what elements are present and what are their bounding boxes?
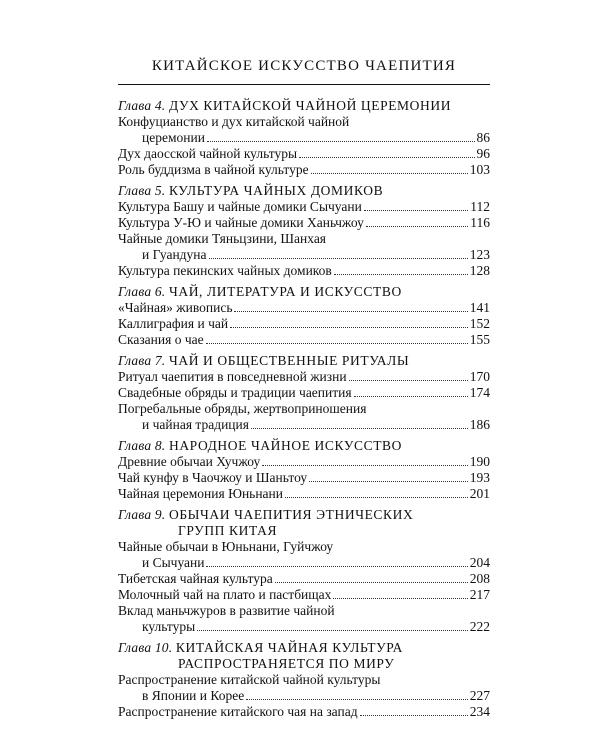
dot-leader	[366, 226, 468, 227]
dot-leader	[309, 481, 468, 482]
toc-entry-text: Культура У-Ю и чайные домики Ханьчжоу	[118, 215, 364, 230]
toc-entry-text: Распространение китайской чайной культуры	[118, 672, 381, 687]
dot-leader	[207, 141, 475, 142]
toc-entry[interactable]	[118, 704, 490, 720]
toc-chapter	[118, 353, 490, 433]
page-number: 155	[469, 332, 490, 347]
toc-entry[interactable]	[118, 369, 490, 385]
dot-leader	[246, 699, 468, 700]
toc-entry[interactable]	[118, 539, 490, 571]
toc-entry[interactable]	[118, 401, 490, 433]
running-header: КИТАЙСКОЕ ИСКУССТВО ЧАЕПИТИЯ	[151, 58, 457, 74]
page-number: 190	[469, 454, 490, 469]
chapter-title: КИТАЙСКАЯ ЧАЙНАЯ КУЛЬТУРА	[175, 640, 404, 655]
page-number: 193	[469, 470, 490, 485]
page-number: 201	[469, 486, 490, 501]
page-number: 208	[469, 571, 490, 586]
toc-entry-text: Распространение китайского чая на запад	[118, 704, 358, 719]
toc-entry[interactable]	[118, 300, 490, 316]
toc-entry-text: Культура пекинских чайных домиков	[118, 263, 332, 278]
toc-chapter	[118, 640, 490, 720]
toc-entry-text: «Чайная» живопись	[118, 300, 233, 315]
toc-entry[interactable]	[118, 114, 490, 146]
page-number: 141	[469, 300, 490, 315]
toc-entry-text: Дух даосской чайной культуры	[118, 146, 298, 161]
page-number: 234	[469, 704, 490, 719]
toc-chapter	[118, 507, 490, 635]
dot-leader	[333, 598, 467, 599]
toc-entry[interactable]	[118, 162, 490, 178]
page-number: 96	[476, 146, 490, 161]
chapter-title: ОБЫЧАИ ЧАЕПИТИЯ ЭТНИЧЕСКИХ	[168, 507, 414, 522]
toc-chapter	[118, 183, 490, 279]
chapter-number: Глава 6.	[118, 284, 166, 299]
toc-entry-text: Чайные обычаи в Юньнани, Гуйчжоу	[118, 539, 334, 554]
chapter-number: Глава 10.	[118, 640, 173, 655]
chapter-heading	[118, 507, 490, 523]
page-number: 152	[469, 316, 490, 331]
toc-entry-text: Культура Башу и чайные домики Сычуани	[118, 199, 362, 214]
chapter-number: Глава 7.	[118, 353, 166, 368]
dot-leader	[262, 465, 467, 466]
toc-entry[interactable]	[118, 385, 490, 401]
dot-leader	[364, 210, 468, 211]
toc-entry-text: и Сычуани	[142, 555, 205, 570]
toc-entry[interactable]	[118, 587, 490, 603]
dot-leader	[209, 258, 468, 259]
page-number: 222	[469, 619, 490, 634]
dot-leader	[275, 582, 468, 583]
toc-chapter	[118, 284, 490, 348]
chapter-heading	[118, 438, 490, 454]
toc-entry-text: церемонии	[142, 130, 205, 145]
chapter-heading	[118, 640, 490, 656]
toc-entry[interactable]	[118, 486, 490, 502]
page-number: 128	[469, 263, 490, 278]
chapter-title: РАСПРОСТРАНЯЕТСЯ ПО МИРУ	[178, 656, 395, 671]
chapter-number: Глава 4.	[118, 98, 166, 113]
toc-entry-text: Конфуцианство и дух китайской чайной	[118, 114, 350, 129]
chapter-title: ДУХ КИТАЙСКОЙ ЧАЙНОЙ ЦЕРЕМОНИИ	[168, 98, 452, 113]
toc-entry-text: Каллиграфия и чай	[118, 316, 229, 331]
page-number: 170	[469, 369, 490, 384]
chapter-number: Глава 5.	[118, 183, 166, 198]
chapter-number: Глава 8.	[118, 438, 166, 453]
chapter-title: ГРУПП КИТАЯ	[178, 523, 278, 538]
chapter-heading	[118, 523, 490, 539]
dot-leader	[251, 428, 468, 429]
dot-leader	[360, 715, 468, 716]
toc-entry[interactable]	[118, 316, 490, 332]
dot-leader	[285, 497, 468, 498]
toc-entry-text: Вклад маньчжуров в развитие чайной	[118, 603, 335, 618]
page-number: 112	[470, 199, 490, 214]
page-number: 86	[476, 130, 490, 145]
chapter-heading	[118, 353, 490, 369]
chapter-heading	[118, 98, 490, 114]
toc-entry[interactable]	[118, 215, 490, 231]
toc-entry-text: и Гуандуна	[142, 247, 207, 262]
toc-entry-text: культуры	[142, 619, 196, 634]
toc-entry[interactable]	[118, 470, 490, 486]
toc-entry-text: Тибетская чайная культура	[118, 571, 273, 586]
chapter-title: ЧАЙ, ЛИТЕРАТУРА И ИСКУССТВО	[168, 284, 402, 299]
page-number: 123	[469, 247, 490, 262]
toc-chapter	[118, 98, 490, 178]
toc-entry-text: Свадебные обряды и традиции чаепития	[118, 385, 352, 400]
dot-leader	[334, 274, 468, 275]
page-number: 204	[469, 555, 490, 570]
toc-entry-text: Чайная церемония Юньнани	[118, 486, 283, 501]
table-of-contents	[118, 98, 490, 725]
dot-leader	[206, 343, 468, 344]
dot-leader	[197, 630, 468, 631]
toc-entry-text: Чай кунфу в Чаочжоу и Шаньтоу	[118, 470, 308, 485]
toc-entry[interactable]	[118, 672, 490, 704]
page-number: 186	[469, 417, 490, 432]
toc-entry-text: Молочный чай на плато и пастбищах	[118, 587, 332, 602]
chapter-heading	[118, 284, 490, 300]
dot-leader	[354, 396, 468, 397]
chapter-number: Глава 9.	[118, 507, 166, 522]
toc-entry[interactable]	[118, 571, 490, 587]
dot-leader	[311, 173, 468, 174]
toc-entry[interactable]	[118, 146, 490, 162]
toc-entry-text: Погребальные обряды, жертвоприношения	[118, 401, 367, 416]
chapter-title: НАРОДНОЕ ЧАЙНОЕ ИСКУССТВО	[168, 438, 402, 453]
chapter-heading	[118, 656, 490, 672]
toc-entry-text: Ритуал чаепития в повседневной жизни	[118, 369, 347, 384]
page-number: 116	[470, 215, 490, 230]
toc-entry[interactable]	[118, 199, 490, 215]
page-number: 217	[469, 587, 490, 602]
header-rule	[118, 84, 490, 85]
toc-entry[interactable]	[118, 231, 490, 263]
toc-chapter	[118, 438, 490, 502]
toc-entry-text: в Японии и Корее	[142, 688, 245, 703]
page-number: 103	[469, 162, 490, 177]
dot-leader	[234, 311, 467, 312]
toc-entry[interactable]	[118, 454, 490, 470]
page-number: 227	[469, 688, 490, 703]
dot-leader	[230, 327, 468, 328]
dot-leader	[299, 157, 474, 158]
toc-entry[interactable]	[118, 263, 490, 279]
toc-entry-text: и чайная традиция	[142, 417, 249, 432]
toc-entry-text: Роль буддизма в чайной культуре	[118, 162, 309, 177]
chapter-heading	[118, 183, 490, 199]
page-number: 174	[469, 385, 490, 400]
toc-entry[interactable]	[118, 332, 490, 348]
toc-entry[interactable]	[118, 603, 490, 635]
chapter-title: ЧАЙ И ОБЩЕСТВЕННЫЕ РИТУАЛЫ	[168, 353, 410, 368]
dot-leader	[349, 380, 468, 381]
toc-entry-text: Древние обычаи Хучжоу	[118, 454, 261, 469]
chapter-title: КУЛЬТУРА ЧАЙНЫХ ДОМИКОВ	[168, 183, 384, 198]
toc-entry-text: Чайные домики Тяньцзини, Шанхая	[118, 231, 327, 246]
toc-entry-text: Сказания о чае	[118, 332, 204, 347]
dot-leader	[206, 566, 467, 567]
